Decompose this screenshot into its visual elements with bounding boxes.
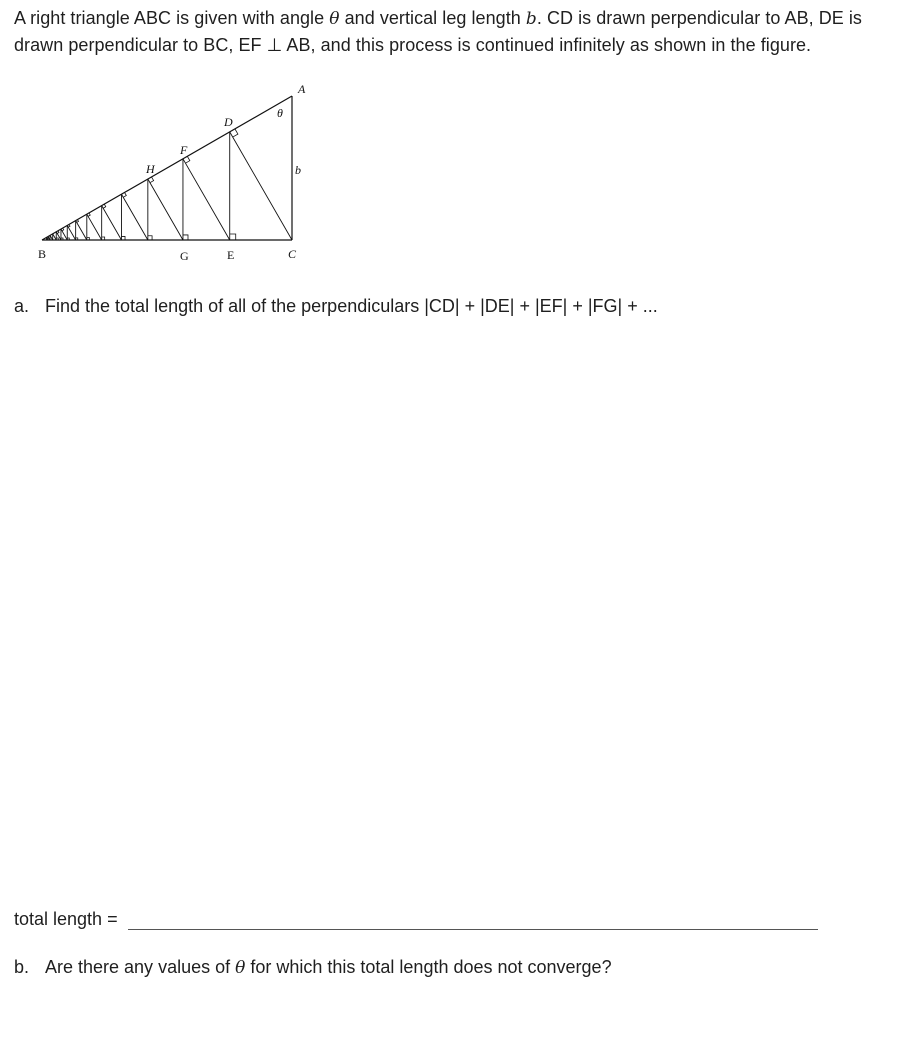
b-symbol: b [525,9,537,29]
question-b-text-1: Are there any values of [45,957,236,977]
label-C: C [288,247,297,261]
triangle-diagram [30,78,320,268]
right-angle-BC-1 [183,235,188,240]
label-D: D [224,115,233,129]
answer-label: total length = [14,909,118,929]
question-b-text-2: for which this total length does not converge? [245,957,612,977]
label-theta: θ [277,106,283,120]
label-B: B [38,247,47,261]
triangle-figure [30,78,320,268]
answer-row [14,906,818,932]
right-angle-BC-2 [148,236,152,240]
answer-blank-line[interactable] [128,909,818,930]
perpendicular-to-AB-6 [76,221,87,240]
label-F: F [180,143,188,157]
figure-lines [42,96,292,240]
perpendicular-to-AB-10 [53,234,57,240]
question-a [14,293,658,319]
perpendicular-to-AB-0 [230,132,292,240]
question-b [14,954,612,981]
intro-text-3: . CD is drawn perpendicular to AB, DE is drawn perpendicular to BC, EF ⊥ AB, and this process is continued infinitely as shown in the figure. [14,8,862,55]
perpendicular-to-AB-4 [102,206,122,240]
label-G: G [180,249,189,263]
label-E: E [227,248,235,262]
theta-symbol: θ [329,9,340,29]
problem-statement [14,5,909,58]
perpendicular-to-AB-5 [87,214,102,240]
right-angle-BC-0 [230,234,236,240]
perpendicular-to-AB-3 [121,194,147,240]
label-b: b [295,163,301,177]
question-b-theta: θ [235,958,246,978]
question-a-marker: a. [14,296,30,316]
intro-text-1: A right triangle ABC is given with angle [14,8,330,28]
perpendicular-to-AB-1 [183,159,230,240]
perpendicular-to-AB-2 [148,179,183,240]
label-H: H [146,162,155,176]
question-b-marker: b. [14,957,30,977]
intro-text-2: and vertical leg length [339,8,526,28]
side-AB [42,96,292,240]
label-A: A [298,82,306,96]
question-a-text: Find the total length of all of the perpendiculars |CD| + |DE| + |EF| + |FG| + ... [45,296,658,316]
